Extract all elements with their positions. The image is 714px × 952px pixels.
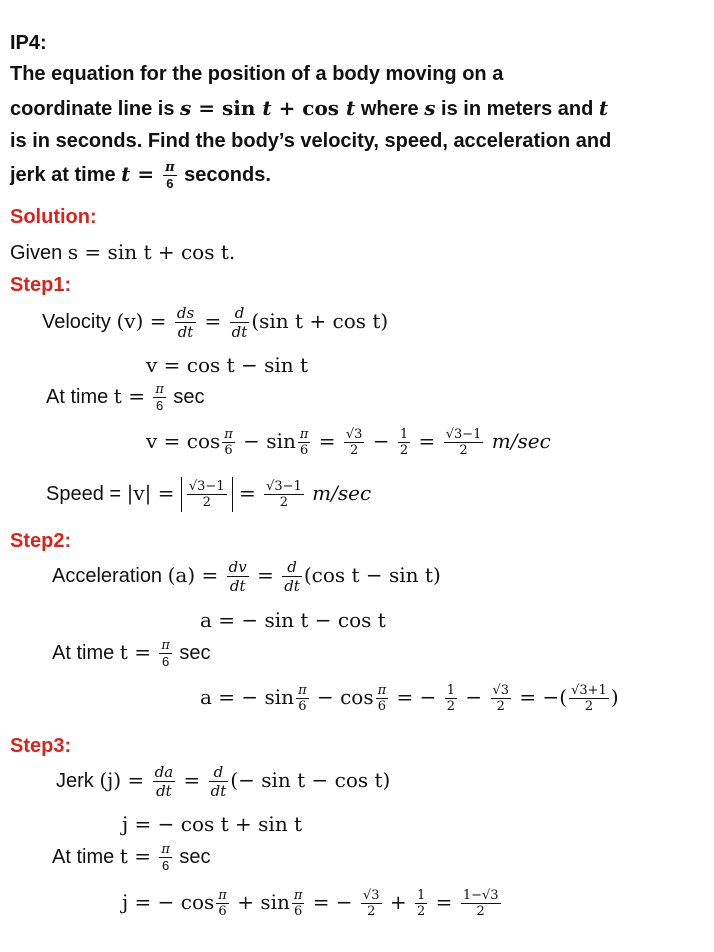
step2-at-time: At time t = $\frac{\pi}{6}$ sec	[52, 638, 211, 669]
given-line: Given s = sin t + cos t.	[10, 240, 236, 264]
step3-at-time: At time t = $\frac{\pi}{6}$ sec	[52, 842, 211, 873]
problem-id: IP4:	[10, 32, 47, 54]
velocity-expression: v = cos t − sin t	[146, 353, 309, 377]
absolute-value: $\frac{√3-1}{2}$	[181, 477, 233, 512]
velocity-value: v = cos $\frac{\pi}{6}$ − sin $\frac{\pi}{6}$ = $\frac{√3}{2}$ − $\frac{1}{2}$ = $\frac{√3-1}{2}$ m/sec	[146, 427, 551, 458]
acceleration-value: a = − sin $\frac{\pi}{6}$ − cos $\frac{\pi}{6}$ = − $\frac{1}{2}$ − $\frac{√3}{2}$ = −( $\frac{√3+1}{2}$ )	[200, 683, 619, 714]
problem-line-3: is in seconds. Find the body’s velocity, speed, acceleration and	[10, 130, 612, 152]
solution-heading: Solution:	[10, 206, 97, 228]
velocity-definition: Velocity (v) = $\frac{ds}{dt}$ = $\frac{d}{dt}$ (sin t + cos t)	[42, 304, 389, 341]
jerk-expression: j = − cos t + sin t	[122, 812, 303, 836]
step1-at-time: At time t = $\frac{\pi}{6}$ sec	[46, 382, 205, 413]
acceleration-definition: Acceleration (a) = $\frac{dv}{dt}$ = $\frac{d}{dt}$ (cos t − sin t)	[52, 558, 441, 595]
speed-value: Speed = |v| = $\frac{√3-1}{2}$ = $\frac{√3-1}{2}$ m/sec	[46, 479, 372, 510]
jerk-value: j = − cos $\frac{\pi}{6}$ + sin $\frac{\pi}{6}$ = − $\frac{√3}{2}$ + $\frac{1}{2}$ = $\frac{1-√3}{2}$	[122, 888, 499, 919]
jerk-definition: Jerk (j) = $\frac{da}{dt}$ = $\frac{d}{dt}$ (− sin t − cos t)	[56, 763, 391, 800]
step3-heading: Step3:	[10, 735, 72, 757]
step2-heading: Step2:	[10, 530, 72, 552]
step1-heading: Step1:	[10, 274, 72, 296]
acceleration-expression: a = − sin t − cos t	[200, 608, 386, 632]
problem-line-1: The equation for the position of a body moving on a	[10, 63, 504, 85]
problem-line-4: jerk at time t = $\frac{\pi}{6}$ seconds.	[10, 160, 271, 191]
problem-line-2: coordinate line is s = sin t + cos t where s is in meters and t	[10, 96, 609, 120]
pi-over-6-fraction: $\frac{\pi}{6}$	[165, 160, 175, 191]
